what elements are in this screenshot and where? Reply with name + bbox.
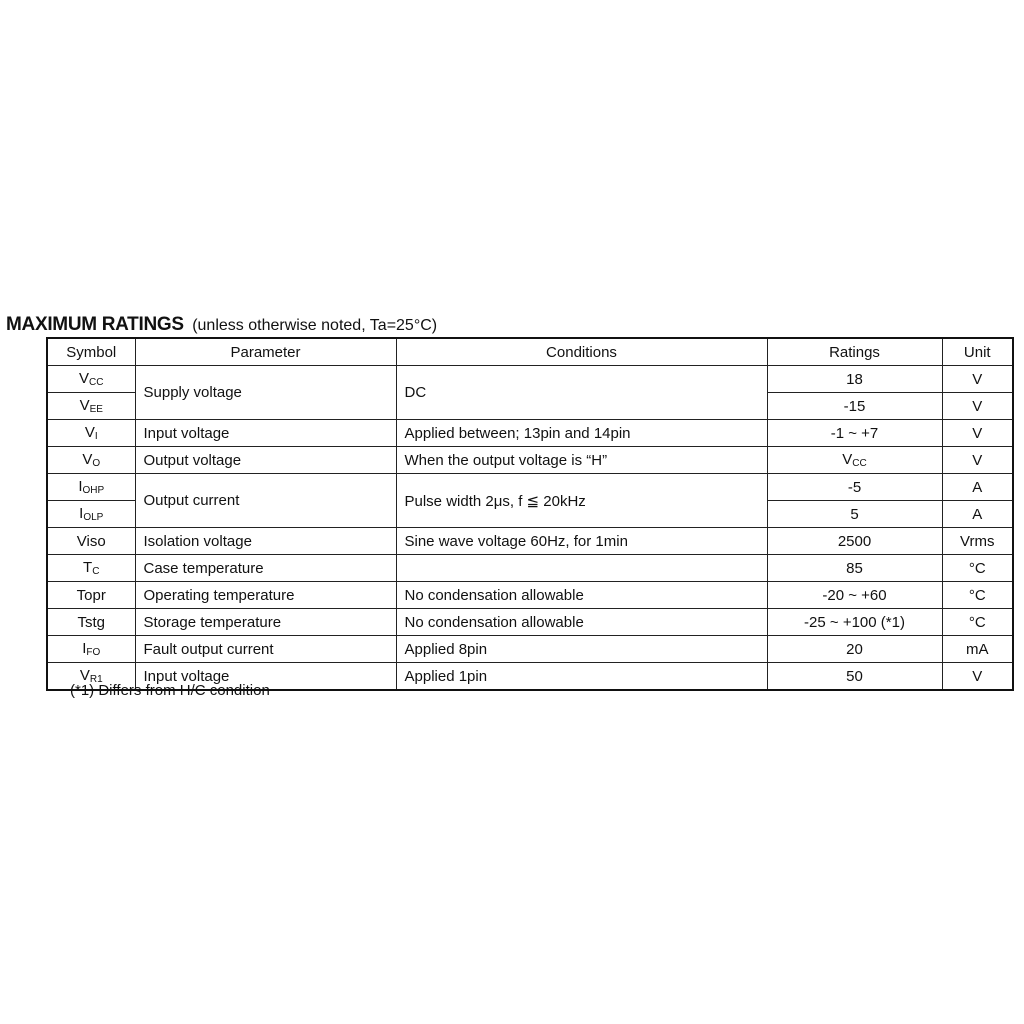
unit-cell: A [942,501,1013,528]
parameter-cell: Input voltage [135,420,396,447]
rating-cell: -1 ~ +7 [767,420,942,447]
conditions-cell: No condensation allowable [396,609,767,636]
rating-cell: 2500 [767,528,942,555]
parameter-cell: Isolation voltage [135,528,396,555]
rating-cell: -15 [767,393,942,420]
title-main: MAXIMUM RATINGS [6,314,184,335]
conditions-cell [396,555,767,582]
symbol-cell: VI [47,420,135,447]
table-row [47,636,1013,663]
unit-cell: °C [942,555,1013,582]
conditions-cell: Applied 8pin [396,636,767,663]
rating-cell: -20 ~ +60 [767,582,942,609]
symbol-cell: Topr [47,582,135,609]
parameter-cell: Input voltage [135,663,396,691]
parameter-cell: Operating temperature [135,582,396,609]
header-symbol: Symbol [47,338,135,366]
header-parameter: Parameter [135,338,396,366]
parameter-cell: Case temperature [135,555,396,582]
maximum-ratings-table [46,337,1014,691]
parameter-cell: Output voltage [135,447,396,474]
header-unit: Unit [942,338,1013,366]
unit-cell: Vrms [942,528,1013,555]
symbol-cell: VR1 [47,663,135,691]
symbol-cell: TC [47,555,135,582]
symbol-cell: Tstg [47,609,135,636]
table-row [47,582,1013,609]
conditions-cell: When the output voltage is “H” [396,447,767,474]
unit-cell: V [942,420,1013,447]
table-row [47,366,1013,393]
unit-cell: mA [942,636,1013,663]
symbol-cell: IOLP [47,501,135,528]
symbol-cell: VEE [47,393,135,420]
parameter-cell: Output current [135,474,396,528]
conditions-cell: Applied between; 13pin and 14pin [396,420,767,447]
rating-cell: VCC [767,447,942,474]
title-qualifier: (unless otherwise noted, Ta=25°C) [192,317,438,334]
header-ratings: Ratings [767,338,942,366]
parameter-cell: Supply voltage [135,366,396,420]
symbol-cell: VCC [47,366,135,393]
table-header-row [47,338,1013,366]
conditions-cell: No condensation allowable [396,582,767,609]
conditions-cell: Applied 1pin [396,663,767,691]
conditions-cell: DC [396,366,767,420]
rating-cell: 18 [767,366,942,393]
rating-cell: -25 ~ +100 (*1) [767,609,942,636]
unit-cell: V [942,393,1013,420]
symbol-cell: IOHP [47,474,135,501]
table-row [47,420,1013,447]
parameter-cell: Storage temperature [135,609,396,636]
table-row [47,528,1013,555]
symbol-cell: Viso [47,528,135,555]
header-conditions: Conditions [396,338,767,366]
unit-cell: V [942,366,1013,393]
rating-cell: 85 [767,555,942,582]
unit-cell: V [942,663,1013,691]
table-row [47,474,1013,501]
conditions-cell: Pulse width 2μs, f ≦ 20kHz [396,474,767,528]
symbol-cell: IFO [47,636,135,663]
footnote: (*1) Differs from H/C condition [70,682,270,699]
parameter-cell: Fault output current [135,636,396,663]
table-row [47,609,1013,636]
unit-cell: °C [942,609,1013,636]
unit-cell: A [942,474,1013,501]
unit-cell: °C [942,582,1013,609]
rating-cell: 20 [767,636,942,663]
rating-cell: 50 [767,663,942,691]
rating-cell: -5 [767,474,942,501]
conditions-cell: Sine wave voltage 60Hz, for 1min [396,528,767,555]
table-row [47,447,1013,474]
rating-cell: 5 [767,501,942,528]
section-title [6,314,437,337]
symbol-cell: VO [47,447,135,474]
unit-cell: V [942,447,1013,474]
table-row [47,555,1013,582]
